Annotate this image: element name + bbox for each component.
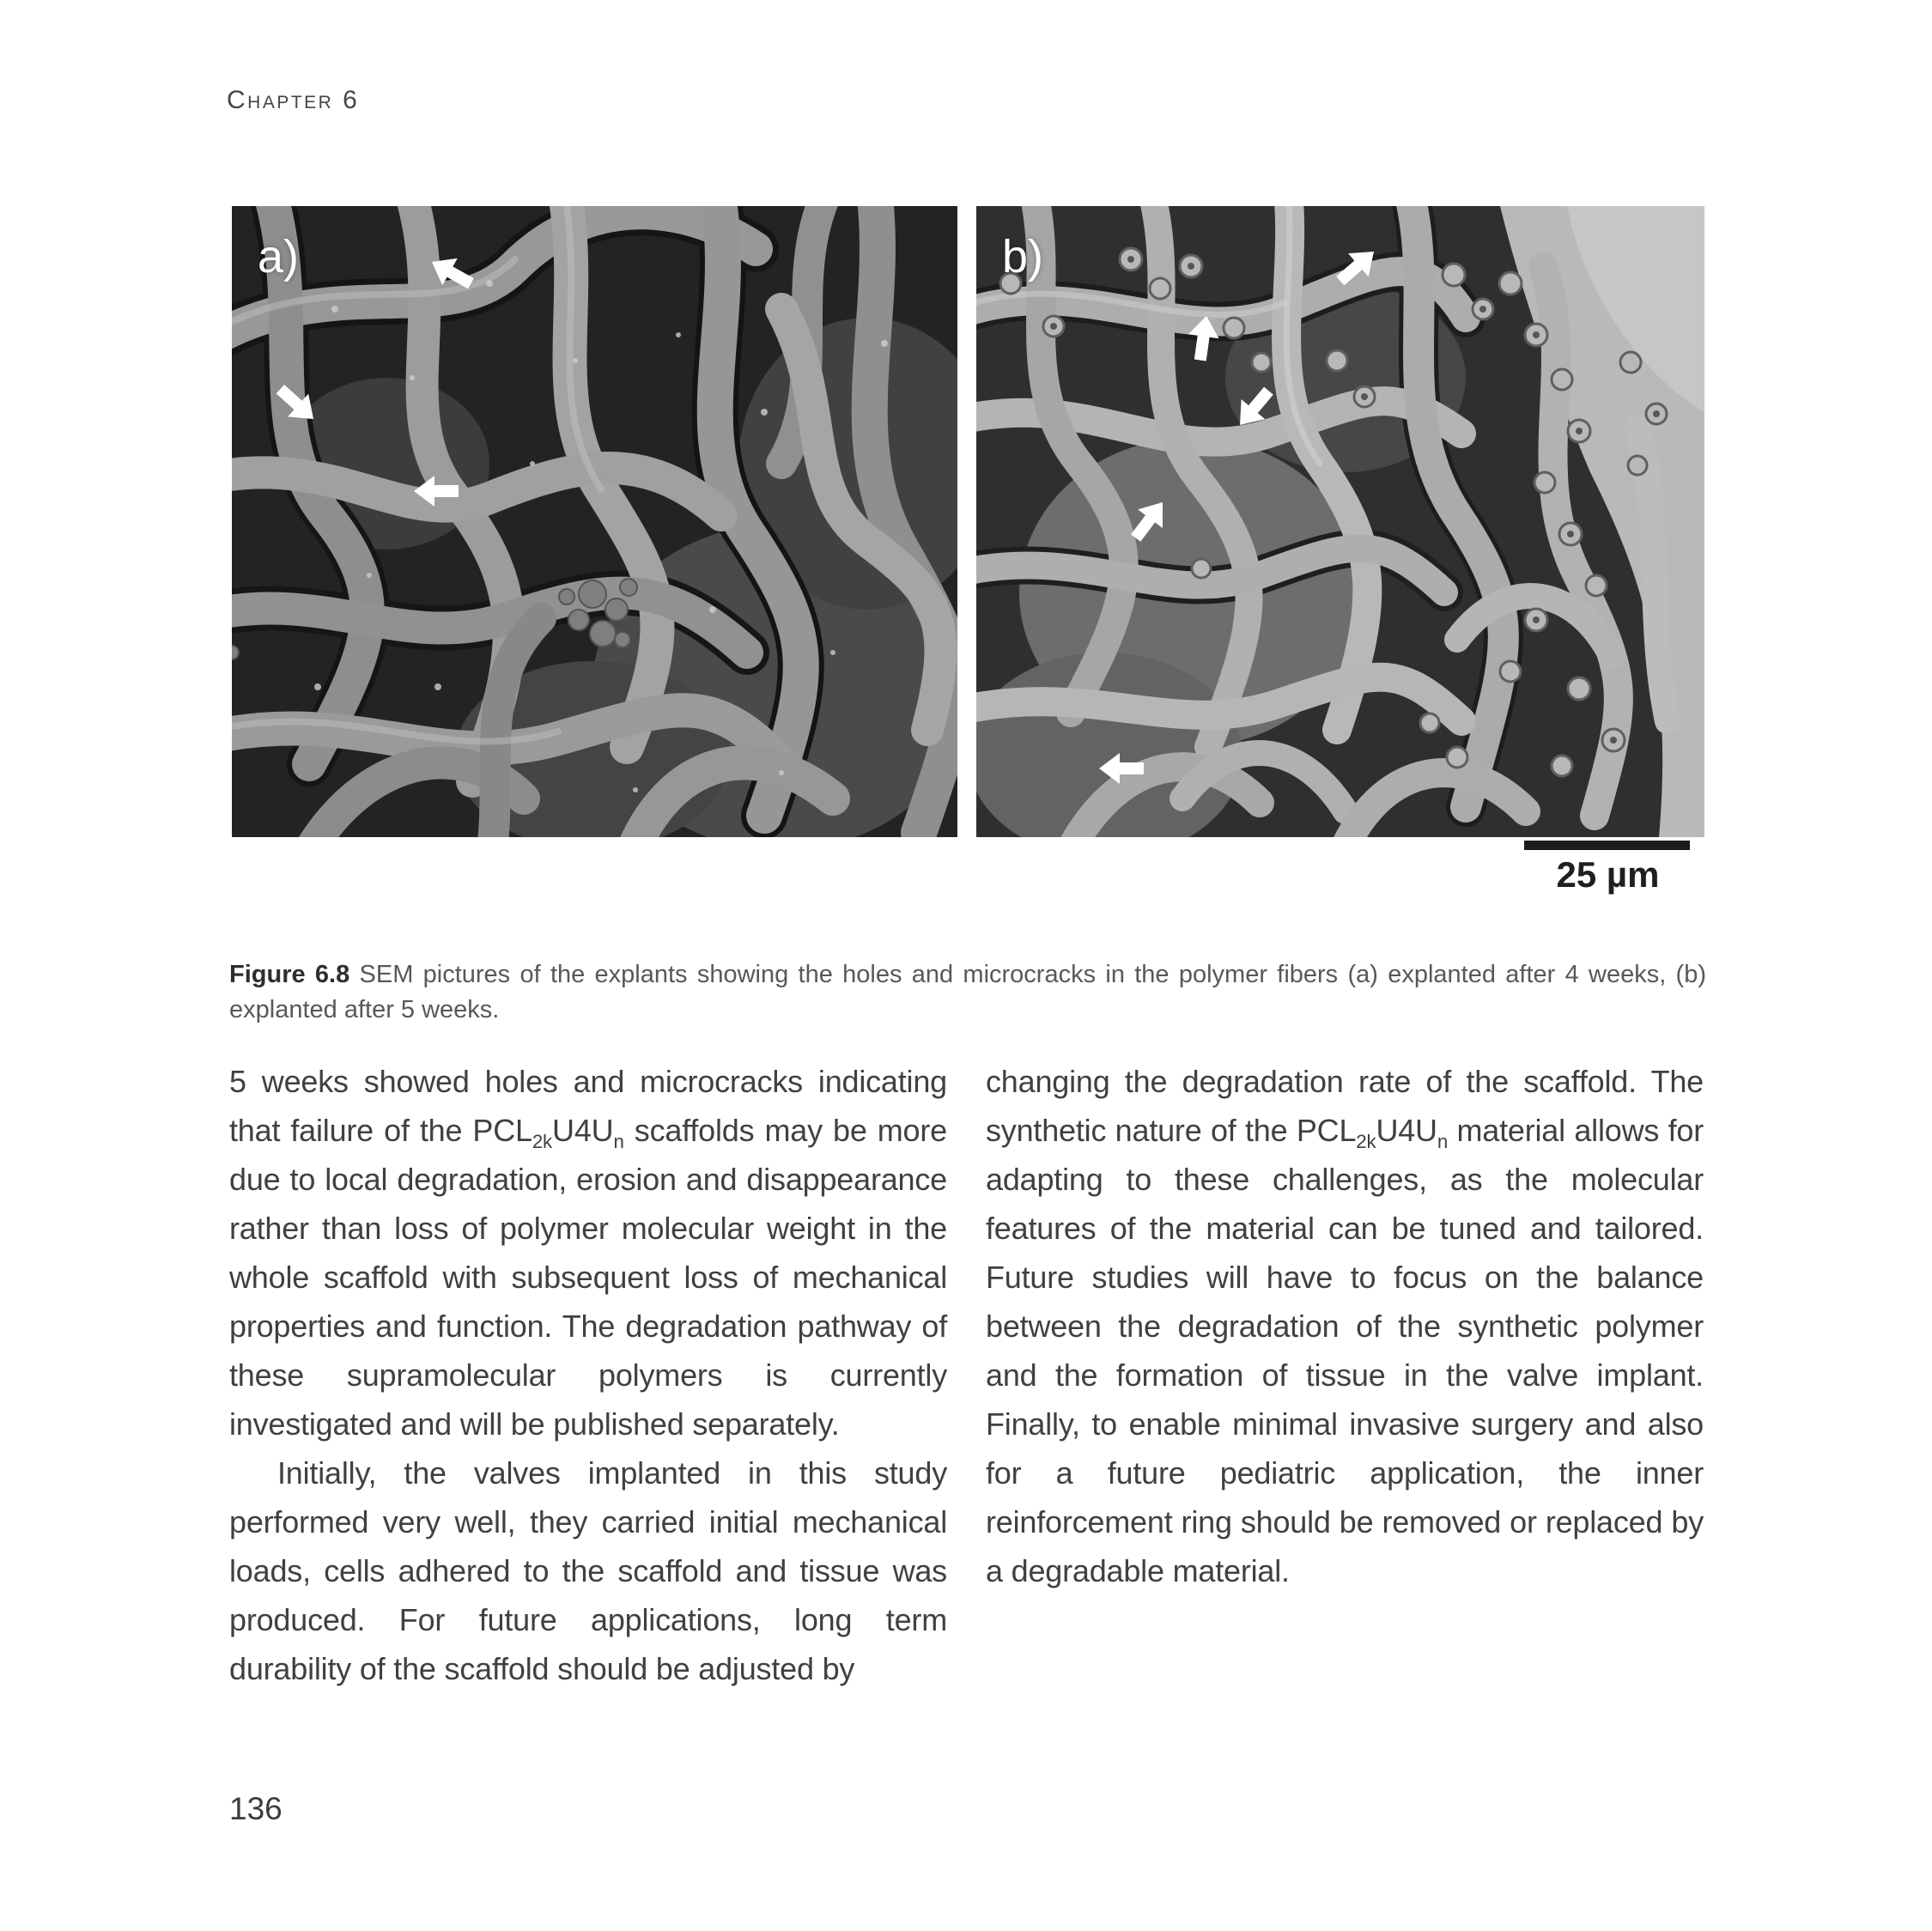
body-text: material allows for adapting to these challenges, as the molecular features of the material can be tuned and tailored. Future studies will have to focus on the balance between the degradation of the synthetic polymer and the formation of tissue in the valve implant. Finally, to enable minimal invasive surgery and also for a future pediatric application, the inner reinforcement ring should be removed or replaced by a degradable material.: [986, 1113, 1704, 1588]
paragraph: [229, 1448, 947, 1693]
body-text: U4U: [1376, 1113, 1437, 1148]
panel-a-label: a): [258, 231, 300, 282]
sem-micrograph-a: [232, 206, 957, 837]
subscript: n: [613, 1131, 624, 1153]
body-text: Initially, the valves implanted in this study performed very well, they carried initial mechanical loads, cells adhered to the scaffold and tissue was produced. For future applications, long term durability of the scaffold should be adjusted by: [229, 1455, 947, 1686]
subscript: 2k: [532, 1131, 553, 1153]
running-header: Chapter 6: [227, 86, 360, 114]
body-column-right: [986, 1057, 1704, 1595]
body-text: U4U: [552, 1113, 614, 1148]
paragraph: [986, 1057, 1704, 1595]
body-text: scaffolds may be more due to local degradation, erosion and disappearance rather than loss of polymer molecular weight in the whole scaffold with subsequent loss of mechanical properties and function. The degradation pathway of these supramolecular polymers is currently investigated and will be published separately.: [229, 1113, 947, 1442]
paragraph: [229, 1057, 947, 1448]
scale-bar-label: 25 µm: [1556, 854, 1660, 895]
subscript: n: [1437, 1131, 1449, 1153]
figure-6-8: [232, 206, 1704, 837]
sem-image-a: [232, 206, 957, 837]
body-text: changing the degradation rate of the scaffold. The synthetic nature of the PCL: [986, 1064, 1704, 1148]
body-text: 5 weeks showed holes and microcracks indicating that failure of the PCL: [229, 1064, 947, 1148]
panel-b-label: b): [1002, 231, 1044, 282]
sem-image-b: [976, 206, 1704, 837]
scale-bar: [1524, 841, 1690, 850]
figure-caption-number: Figure 6.8: [229, 961, 350, 988]
body-column-left: [229, 1057, 947, 1693]
sem-micrograph-b: [976, 206, 1704, 837]
figure-caption-text: SEM pictures of the explants showing the holes and microcracks in the polymer fibers (a) explanted after 4 weeks, (b) explanted after 5 weeks.: [229, 961, 1706, 1023]
subscript: 2k: [1356, 1131, 1376, 1153]
page-number: 136: [229, 1791, 283, 1826]
figure-caption: [229, 957, 1706, 1028]
